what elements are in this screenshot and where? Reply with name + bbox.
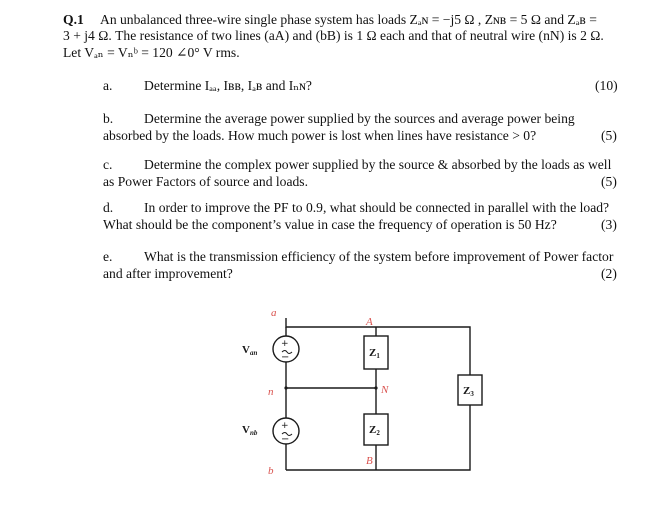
part-e-text1: What is the transmission efficiency of the system before improvement of Power factor — [144, 249, 614, 264]
part-d-marks: (3) — [601, 217, 617, 232]
part-b-text2: absorbed by the loads. How much power is lost when lines have resistance > 0? — [103, 128, 537, 143]
part-c-letter: c. — [103, 157, 113, 172]
load-z1-label: Z1 — [369, 347, 380, 360]
part-a-marks: (10) — [595, 78, 618, 93]
part-b-text1: Determine the average power supplied by the sources and average power being — [144, 111, 575, 126]
part-d-letter: d. — [103, 200, 114, 215]
svg-text:+: + — [281, 339, 289, 349]
part-c-marks: (5) — [601, 174, 617, 189]
part-c-text1: Determine the complex power supplied by the source & absorbed by the loads as well — [144, 157, 612, 172]
part-a-text: Determine Iₐₐ, Iʙʙ, Iₐʙ and Iₙɴ? — [144, 78, 312, 93]
node-a-label: a — [271, 307, 277, 319]
node-N-label: N — [381, 384, 389, 396]
node-A-label: A — [366, 316, 373, 328]
svg-text:−: − — [281, 352, 290, 363]
question-intro-line2: 3 + j4 Ω. The resistance of two lines (aA) and (bB) is 1 Ω each and that of neutral wire (nN) is 2 Ω. — [63, 28, 604, 43]
question-intro-line1: An unbalanced three-wire single phase system has loads Zₐɴ = −j5 Ω , Zɴʙ = 5 Ω and Zₐʙ = — [100, 12, 597, 27]
node-B-label: B — [366, 455, 373, 467]
part-d-text1: In order to improve the PF to 0.9, what should be connected in parallel with the load? — [144, 200, 610, 215]
part-b-marks: (5) — [601, 128, 617, 143]
part-e-text2: and after improvement? — [103, 266, 233, 281]
question-intro-line3: Let Vₐₙ = Vₙᵇ = 120 ∠0° V rms. — [63, 45, 240, 60]
node-N-dot — [374, 386, 377, 389]
svg-text:−: − — [281, 434, 290, 445]
node-n-dot — [284, 386, 287, 389]
load-z3-label: Z3 — [463, 385, 474, 398]
load-z2-label: Z2 — [369, 424, 380, 437]
svg-text:+: + — [281, 421, 289, 431]
part-a-letter: a. — [103, 78, 113, 93]
part-c-text2: as Power Factors of source and loads. — [103, 174, 308, 189]
source-vnb — [273, 418, 299, 445]
source-van-label: Van — [242, 344, 258, 357]
source-van — [273, 336, 299, 363]
part-d-text2: What should be the component’s value in case the frequency of operation is 50 Hz? — [103, 217, 557, 232]
part-e-marks: (2) — [601, 266, 617, 281]
part-e-letter: e. — [103, 249, 113, 264]
node-n-label: n — [268, 386, 274, 398]
node-b-label: b — [268, 465, 274, 477]
source-vnb-label: Vnb — [242, 424, 258, 437]
question-number: Q.1 — [63, 12, 84, 27]
part-b-letter: b. — [103, 111, 114, 126]
